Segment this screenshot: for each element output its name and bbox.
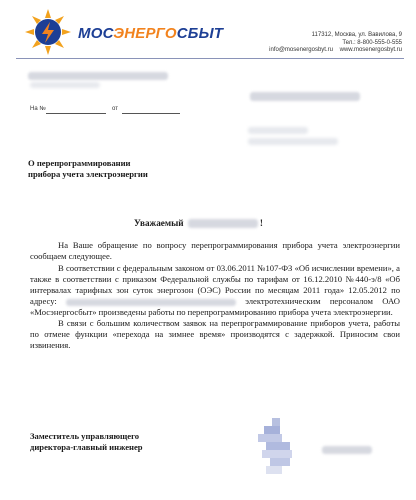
- redacted-recipient-greeting-name: [188, 219, 258, 228]
- signature-line-1: Заместитель управляющего: [30, 431, 140, 441]
- from-label: от: [112, 106, 118, 112]
- greeting-suffix: !: [259, 218, 263, 228]
- company-logo: [24, 8, 72, 56]
- redacted-recipient-name: [250, 92, 360, 101]
- contacts-line: info@mosenergosbyt.ru www.mosenergosbyt.ru: [269, 47, 402, 54]
- redacted-service-address: [66, 299, 236, 306]
- brand-part-mos: МОС: [78, 25, 114, 42]
- company-address: [222, 32, 402, 55]
- address-line: 117312, Москва, ул. Вавилова, 9: [311, 32, 402, 38]
- greeting: [134, 218, 263, 228]
- body-paragraph-2: [30, 263, 400, 318]
- signature-title: [30, 431, 143, 453]
- letterhead-divider: [16, 58, 404, 59]
- from-line: [122, 113, 180, 114]
- subject-line-2: прибора учета электроэнергии: [28, 169, 148, 179]
- body-paragraph-2-part-2: электротехническим персоналом ОАО «Мосэнергосбыт» произведены работы по перепрограммированию прибора учета электроэнергии.: [30, 296, 400, 317]
- subject-line-1: О перепрограммировании: [28, 158, 131, 168]
- redacted-recipient-address-1: [248, 127, 308, 134]
- letter-subject: [28, 158, 148, 180]
- redacted-signer-name: [322, 446, 372, 454]
- phone-line: Тел.: 8-800-555-0-555: [342, 39, 402, 46]
- brand-part-sbyt: СБЫТ: [176, 25, 224, 42]
- greeting-prefix: Уважаемый: [134, 218, 184, 228]
- number-line: [46, 113, 106, 114]
- signature-line-2: директора-главный инженер: [30, 442, 143, 452]
- redacted-outgoing-number: [28, 72, 168, 80]
- letter-body: [30, 240, 400, 351]
- body-paragraph-3: В связи с большим количеством заявок на перепрограммирование приборов учета, работы по отмене функции «перехода на зимнее время» производятся с задержкой. Приносим свои извинения.: [30, 318, 400, 350]
- body-paragraph-2-part-1: В соответствии с федеральным законом от 03.06.2011 №107-ФЗ «Об исчислении времени», а также в соответствии с приказом Федеральной службы по тарифам от 16.12.2010 №440-э/8 «Об интервалах тарифных зон суток энергозон (ОЭС) России по месяцам 2011 года» 12.05.2012 по адресу:: [30, 263, 400, 306]
- sun-bolt-logo-icon: [24, 8, 72, 56]
- redacted-recipient-address-2: [248, 138, 338, 145]
- number-label: На №: [30, 106, 46, 112]
- redacted-outgoing-number-2: [30, 82, 100, 88]
- brand-name: [78, 25, 223, 42]
- body-paragraph-1: На Ваше обращение по вопросу перепрограммирования прибора учета электроэнергии сообщаем следующее.: [30, 240, 400, 261]
- redacted-signature: [258, 418, 298, 480]
- brand-part-energo: ЭНЕРГО: [113, 25, 177, 42]
